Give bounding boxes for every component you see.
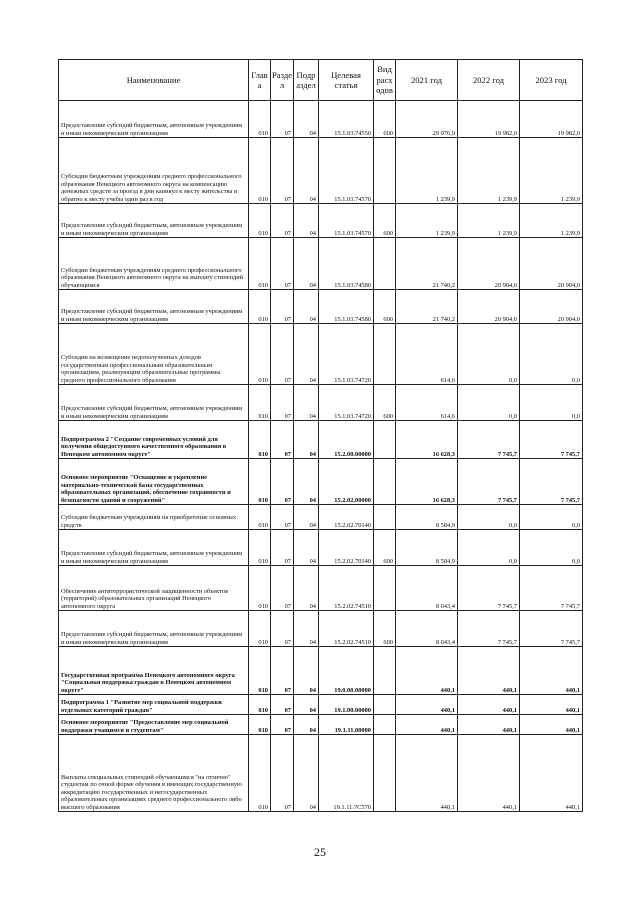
cell-name: Субсидии бюджетным учреждениям на приобретение основных средств bbox=[59, 505, 249, 530]
cell-y2022: 20 904,0 bbox=[458, 238, 520, 290]
cell-y2023: 19 982,0 bbox=[520, 101, 583, 138]
cell-y2023: 20 904,0 bbox=[520, 290, 583, 324]
cell-vid bbox=[374, 324, 396, 385]
cell-y2021: 29 976,9 bbox=[396, 101, 458, 138]
table-row bbox=[59, 459, 583, 505]
header-2021: 2021 год bbox=[396, 60, 458, 101]
cell-y2021: 440,1 bbox=[396, 715, 458, 735]
cell-podrazdel: 04 bbox=[294, 290, 319, 324]
table-row bbox=[59, 715, 583, 735]
cell-statya: 15.1.03.74570 bbox=[319, 204, 374, 238]
cell-y2021: 440,1 bbox=[396, 735, 458, 812]
cell-podrazdel: 04 bbox=[294, 421, 319, 459]
cell-y2022: 20 904,0 bbox=[458, 290, 520, 324]
cell-y2022: 19 982,0 bbox=[458, 101, 520, 138]
cell-y2022: 0,0 bbox=[458, 530, 520, 566]
cell-y2021: 8 584,9 bbox=[396, 530, 458, 566]
cell-statya: 19.1.11.00000 bbox=[319, 715, 374, 735]
cell-podrazdel: 04 bbox=[294, 735, 319, 812]
cell-y2021: 1 239,9 bbox=[396, 138, 458, 204]
cell-y2022: 7 745,7 bbox=[458, 459, 520, 505]
cell-razdel: 07 bbox=[271, 530, 294, 566]
cell-name: Основное мероприятие "Оснащение и укрепление материально-технической базы государственных образовательных организаций, обеспечение сохранности и безопасности зданий и сооружений" bbox=[59, 459, 249, 505]
cell-razdel: 07 bbox=[271, 611, 294, 647]
cell-podrazdel: 04 bbox=[294, 238, 319, 290]
cell-podrazdel: 04 bbox=[294, 204, 319, 238]
cell-razdel: 07 bbox=[271, 715, 294, 735]
cell-name: Субсидии на возмещение недополученных доходов государственным профессиональным образовательным организациям, реализующим образовательные программы среднего профессионального образования bbox=[59, 324, 249, 385]
cell-y2023: 0,0 bbox=[520, 505, 583, 530]
cell-name: Предоставление субсидий бюджетным, автономным учреждениям и иным некоммерческим организациям bbox=[59, 204, 249, 238]
cell-podrazdel: 04 bbox=[294, 611, 319, 647]
cell-y2023: 7 745,7 bbox=[520, 421, 583, 459]
cell-vid bbox=[374, 421, 396, 459]
cell-y2021: 16 628,3 bbox=[396, 459, 458, 505]
cell-y2021: 8 043,4 bbox=[396, 566, 458, 611]
cell-y2023: 1 239,9 bbox=[520, 204, 583, 238]
cell-glava: 010 bbox=[249, 324, 271, 385]
header-razdel: Разде л bbox=[271, 60, 294, 101]
cell-vid bbox=[374, 715, 396, 735]
cell-podrazdel: 04 bbox=[294, 138, 319, 204]
cell-podrazdel: 04 bbox=[294, 459, 319, 505]
cell-y2022: 7 745,7 bbox=[458, 421, 520, 459]
table-row bbox=[59, 611, 583, 647]
cell-name: Предоставление субсидий бюджетным, автономным учреждениям и иным некоммерческим организациям bbox=[59, 290, 249, 324]
table-row bbox=[59, 566, 583, 611]
cell-vid: 600 bbox=[374, 611, 396, 647]
cell-name: Государственная программа Ненецкого автономного округа "Социальная поддержка граждан в Ненецком автономном округе" bbox=[59, 647, 249, 695]
cell-razdel: 07 bbox=[271, 324, 294, 385]
table-row bbox=[59, 324, 583, 385]
cell-razdel: 07 bbox=[271, 566, 294, 611]
cell-y2021: 614,6 bbox=[396, 324, 458, 385]
cell-y2021: 1 239,9 bbox=[396, 204, 458, 238]
cell-razdel: 07 bbox=[271, 735, 294, 812]
table-row bbox=[59, 238, 583, 290]
cell-vid bbox=[374, 647, 396, 695]
cell-vid: 600 bbox=[374, 530, 396, 566]
cell-razdel: 07 bbox=[271, 459, 294, 505]
table-row bbox=[59, 505, 583, 530]
cell-statya: 15.2.00.00000 bbox=[319, 421, 374, 459]
cell-podrazdel: 04 bbox=[294, 695, 319, 715]
budget-table bbox=[58, 59, 583, 812]
cell-y2022: 440,1 bbox=[458, 695, 520, 715]
cell-glava: 010 bbox=[249, 138, 271, 204]
cell-glava: 010 bbox=[249, 290, 271, 324]
cell-name: Субсидии бюджетным учреждениям среднего профессионального образования Ненецкого автономного округа на выплату стипендий обучающимся bbox=[59, 238, 249, 290]
cell-y2022: 0,0 bbox=[458, 385, 520, 421]
budget-document bbox=[58, 59, 582, 812]
cell-podrazdel: 04 bbox=[294, 101, 319, 138]
cell-y2022: 0,0 bbox=[458, 505, 520, 530]
cell-podrazdel: 04 bbox=[294, 530, 319, 566]
cell-razdel: 07 bbox=[271, 204, 294, 238]
cell-y2023: 440,1 bbox=[520, 647, 583, 695]
cell-statya: 15.2.02.74510 bbox=[319, 611, 374, 647]
cell-statya: 15.1.03.74550 bbox=[319, 101, 374, 138]
cell-statya: 15.2.02.70140 bbox=[319, 530, 374, 566]
cell-statya: 15.2.02.70140 bbox=[319, 505, 374, 530]
cell-statya: 15.1.03.74720 bbox=[319, 385, 374, 421]
cell-statya: 19.0.00.00000 bbox=[319, 647, 374, 695]
cell-razdel: 07 bbox=[271, 101, 294, 138]
cell-glava: 010 bbox=[249, 695, 271, 715]
cell-vid bbox=[374, 138, 396, 204]
cell-podrazdel: 04 bbox=[294, 715, 319, 735]
header-statya: Целевая статья bbox=[319, 60, 374, 101]
cell-razdel: 07 bbox=[271, 238, 294, 290]
cell-razdel: 07 bbox=[271, 385, 294, 421]
cell-statya: 15.1.03.74570 bbox=[319, 138, 374, 204]
cell-y2023: 1 239,9 bbox=[520, 138, 583, 204]
cell-razdel: 07 bbox=[271, 290, 294, 324]
cell-statya: 15.1.03.74580 bbox=[319, 238, 374, 290]
cell-y2021: 8 043,4 bbox=[396, 611, 458, 647]
page-number: 25 bbox=[314, 845, 326, 859]
cell-glava: 010 bbox=[249, 385, 271, 421]
cell-y2023: 440,1 bbox=[520, 735, 583, 812]
cell-razdel: 07 bbox=[271, 138, 294, 204]
cell-y2021: 8 584,9 bbox=[396, 505, 458, 530]
cell-glava: 010 bbox=[249, 566, 271, 611]
cell-vid bbox=[374, 459, 396, 505]
cell-glava: 010 bbox=[249, 611, 271, 647]
cell-name: Основное мероприятие "Предоставление мер социальной поддержки учащимся и студентам" bbox=[59, 715, 249, 735]
cell-y2022: 7 745,7 bbox=[458, 611, 520, 647]
cell-y2023: 20 904,0 bbox=[520, 238, 583, 290]
cell-razdel: 07 bbox=[271, 647, 294, 695]
header-name: Наименование bbox=[59, 60, 249, 101]
table-body bbox=[59, 101, 583, 812]
cell-statya: 15.1.03.74580 bbox=[319, 290, 374, 324]
cell-glava: 010 bbox=[249, 204, 271, 238]
cell-y2021: 16 628,3 bbox=[396, 421, 458, 459]
cell-glava: 010 bbox=[249, 238, 271, 290]
table-row bbox=[59, 204, 583, 238]
cell-glava: 010 bbox=[249, 505, 271, 530]
table-row bbox=[59, 138, 583, 204]
cell-vid: 600 bbox=[374, 204, 396, 238]
table-row bbox=[59, 530, 583, 566]
cell-podrazdel: 04 bbox=[294, 385, 319, 421]
cell-statya: 15.2.02.74510 bbox=[319, 566, 374, 611]
cell-y2021: 614,6 bbox=[396, 385, 458, 421]
table-row bbox=[59, 385, 583, 421]
cell-razdel: 07 bbox=[271, 695, 294, 715]
header-podrazdel: Подр аздел bbox=[294, 60, 319, 101]
cell-y2021: 21 740,2 bbox=[396, 238, 458, 290]
header-2023: 2023 год bbox=[520, 60, 583, 101]
cell-y2021: 440,1 bbox=[396, 695, 458, 715]
cell-y2021: 440,1 bbox=[396, 647, 458, 695]
cell-glava: 010 bbox=[249, 530, 271, 566]
cell-name: Предоставление субсидий бюджетным, автономным учреждениям и иным некоммерческим организациям bbox=[59, 530, 249, 566]
cell-razdel: 07 bbox=[271, 505, 294, 530]
cell-y2023: 7 745,7 bbox=[520, 566, 583, 611]
cell-y2022: 1 239,9 bbox=[458, 138, 520, 204]
cell-glava: 010 bbox=[249, 421, 271, 459]
cell-vid bbox=[374, 238, 396, 290]
cell-podrazdel: 04 bbox=[294, 566, 319, 611]
cell-y2023: 0,0 bbox=[520, 530, 583, 566]
cell-glava: 010 bbox=[249, 735, 271, 812]
cell-glava: 010 bbox=[249, 647, 271, 695]
table-row bbox=[59, 647, 583, 695]
cell-glava: 010 bbox=[249, 459, 271, 505]
cell-podrazdel: 04 bbox=[294, 647, 319, 695]
table-header-row bbox=[59, 60, 583, 101]
table-row bbox=[59, 735, 583, 812]
cell-name: Предоставление субсидий бюджетным, автономным учреждениям и иным некоммерческим организациям bbox=[59, 101, 249, 138]
cell-statya: 19.1.00.00000 bbox=[319, 695, 374, 715]
cell-name: Выплаты специальных стипендий обучающимся "на отлично" студентам по очной форме обучения в имеющих государственную аккредитацию государственных и негосударственных образовательных организациях среднего профессионального либо высшего образования bbox=[59, 735, 249, 812]
cell-vid: 600 bbox=[374, 290, 396, 324]
cell-vid bbox=[374, 695, 396, 715]
cell-y2022: 440,1 bbox=[458, 647, 520, 695]
cell-razdel: 07 bbox=[271, 421, 294, 459]
header-2022: 2022 год bbox=[458, 60, 520, 101]
cell-vid: 600 bbox=[374, 101, 396, 138]
cell-name: Предоставление субсидий бюджетным, автономным учреждениям и иным некоммерческим организациям bbox=[59, 611, 249, 647]
cell-vid bbox=[374, 735, 396, 812]
cell-y2023: 7 745,7 bbox=[520, 611, 583, 647]
table-row bbox=[59, 101, 583, 138]
cell-y2022: 0,0 bbox=[458, 324, 520, 385]
cell-y2022: 1 239,9 bbox=[458, 204, 520, 238]
cell-name: Обеспечение антитеррористической защищенности объектов (территорий) образовательных организаций Ненецкого автономного округа bbox=[59, 566, 249, 611]
cell-name: Субсидии бюджетным учреждениям среднего профессионального образования Ненецкого автономного округа на компенсацию денежных средств за проезд в дни каникул к месту жительства и обратно к месту учебы один раз в год bbox=[59, 138, 249, 204]
cell-y2021: 21 740,2 bbox=[396, 290, 458, 324]
cell-vid bbox=[374, 505, 396, 530]
cell-statya: 15.1.03.74720 bbox=[319, 324, 374, 385]
cell-y2023: 7 745,7 bbox=[520, 459, 583, 505]
cell-y2022: 7 745,7 bbox=[458, 566, 520, 611]
cell-statya: 19.1.11.7С570 bbox=[319, 735, 374, 812]
cell-glava: 010 bbox=[249, 715, 271, 735]
cell-statya: 15.2.02.00000 bbox=[319, 459, 374, 505]
cell-y2023: 0,0 bbox=[520, 324, 583, 385]
cell-vid bbox=[374, 566, 396, 611]
cell-podrazdel: 04 bbox=[294, 505, 319, 530]
cell-y2023: 440,1 bbox=[520, 695, 583, 715]
table-row bbox=[59, 290, 583, 324]
cell-y2022: 440,1 bbox=[458, 735, 520, 812]
table-row bbox=[59, 421, 583, 459]
cell-y2023: 0,0 bbox=[520, 385, 583, 421]
cell-name: Предоставление субсидий бюджетным, автономным учреждениям и иным некоммерческим организациям bbox=[59, 385, 249, 421]
cell-vid: 600 bbox=[374, 385, 396, 421]
cell-y2022: 440,1 bbox=[458, 715, 520, 735]
cell-name: Подпрограмма 1 "Развитие мер социальной поддержки отдельных категорий граждан" bbox=[59, 695, 249, 715]
header-vid: Вид расх одов bbox=[374, 60, 396, 101]
cell-name: Подпрограмма 2 "Создание современных условий для получения общедоступного качественного образования в Ненецком автономном округе" bbox=[59, 421, 249, 459]
cell-y2023: 440,1 bbox=[520, 715, 583, 735]
cell-glava: 010 bbox=[249, 101, 271, 138]
header-glava: Глав а bbox=[249, 60, 271, 101]
table-row bbox=[59, 695, 583, 715]
cell-podrazdel: 04 bbox=[294, 324, 319, 385]
